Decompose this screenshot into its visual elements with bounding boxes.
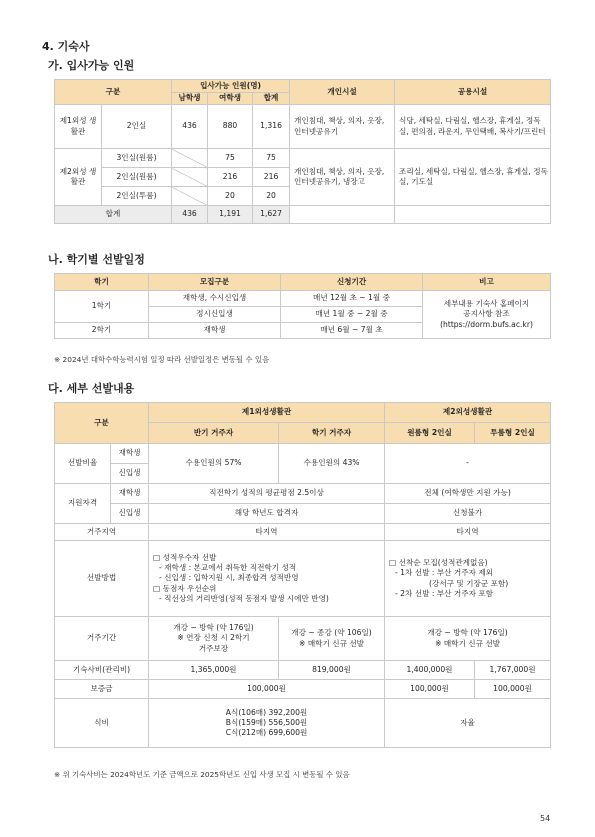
qual-new: 신입생 — [111, 504, 149, 524]
remark-line-1: 세부내용 기숙사 홈페이지 — [443, 299, 530, 309]
ratio-semi: 수용인원의 57% — [149, 444, 279, 484]
dorm1-female: 880 — [208, 105, 253, 149]
ratio-label: 선발비율 — [55, 444, 111, 484]
period-label: 거주기간 — [55, 617, 149, 661]
meal-label: 식비 — [55, 699, 149, 748]
sum-male: 436 — [172, 206, 208, 224]
region-d1: 타지역 — [149, 524, 385, 541]
dorm2-name: 제2외성 생활관 — [55, 149, 102, 206]
qual-d1-current: 직전학기 성적의 평균평점 2.5이상 — [149, 484, 385, 504]
period-sem — [279, 617, 385, 661]
section-title: 4. 기숙사 — [42, 40, 90, 53]
remark-link[interactable]: (https://dorm.bufs.ac.kr) — [440, 319, 533, 329]
meal-a: A식(106매) 392,200원 — [225, 707, 308, 717]
schedule-remark — [423, 291, 551, 339]
header-period: 신청기간 — [281, 274, 423, 291]
dorm2-female-3: 20 — [208, 187, 253, 206]
deposit-label: 보증금 — [55, 680, 149, 699]
fee-sem: 819,000원 — [279, 661, 385, 680]
qual-current: 재학생 — [111, 484, 149, 504]
method-d1-line-2: - 재학생 : 본교에서 취득한 직전학기 성적 — [159, 563, 297, 573]
fee-note: ※ 위 기숙사비는 2024학년도 기준 금액으로 2025학년도 신입 사생 모집 시 변동될 수 있음 — [54, 770, 350, 779]
sum-personal-empty — [290, 206, 395, 224]
method-d2 — [385, 541, 551, 617]
header-dorm1-c: 제1외성생활관 — [149, 403, 385, 423]
meal-b: B식(159매) 556,500원 — [225, 717, 308, 727]
subsection-title-detail: 다. 세부 선발내용 — [48, 382, 135, 395]
header-oneroom: 원룸형 2인실 — [385, 423, 475, 444]
header-capacity: 입사가능 인원(명) — [172, 80, 290, 93]
header-gubun-c: 구분 — [55, 403, 149, 444]
method-d1 — [149, 541, 385, 617]
fee-tworoom: 1,767,000원 — [475, 661, 551, 680]
sum-female: 1,191 — [208, 206, 253, 224]
header-recruit: 모집구분 — [149, 274, 281, 291]
sum-label: 합계 — [55, 206, 172, 224]
method-d2-line-1: □ 선착순 모집(성적관계없음) — [389, 558, 488, 567]
region-label: 거주지역 — [55, 524, 149, 541]
detail-table — [54, 402, 551, 748]
dorm1-personal: 개인침대, 책상, 의자, 옷장, 인터넷공유기 — [290, 105, 395, 149]
remark-line-2: 공지사항 참조 — [463, 309, 510, 319]
period-1: 매년 12월 초 ~ 1월 중 — [281, 291, 423, 307]
dorm1-common: 식당, 세탁실, 다림실, 헬스장, 휴게실, 정독실, 편의점, 라운지, 무인택배, 복사기/프린터 — [395, 105, 551, 149]
ratio-sem: 수용인원의 43% — [279, 444, 385, 484]
header-term: 학기 — [55, 274, 149, 291]
dorm1-male: 436 — [172, 105, 208, 149]
subsection-title-capacity: 가. 입사가능 인원 — [48, 59, 135, 72]
dorm2-type-2: 2인실(원룸) — [102, 168, 172, 187]
period-sem-line-1: 개강 ~ 종강 (약 106일) — [291, 628, 372, 638]
deposit-oneroom: 100,000원 — [385, 680, 475, 699]
recruit-2: 정시신입생 — [149, 307, 281, 323]
header-total: 합계 — [253, 93, 290, 105]
qual-d2-new: 신청불가 — [385, 504, 551, 524]
sum-common-empty — [395, 206, 551, 224]
method-d1-line-5: - 직선상의 거리반영(성적 동점자 발생 시에만 반영) — [159, 593, 329, 603]
dorm2-female-1: 75 — [208, 149, 253, 168]
dorm2-total-2: 216 — [253, 168, 290, 187]
meal-d1 — [149, 699, 385, 748]
dorm2-total-1: 75 — [253, 149, 290, 168]
schedule-note: ※ 2024년 대학수학능력시험 일정 따라 선발일정은 변동될 수 있음 — [54, 355, 270, 364]
qual-d2-current: 전체 (여학생만 지원 가능) — [385, 484, 551, 504]
meal-d2: 자율 — [385, 699, 551, 748]
header-male: 남학생 — [172, 93, 208, 105]
method-d2-line-4: - 2차 선발 : 부산 거주자 포함 — [395, 588, 493, 598]
dorm1-total: 1,316 — [253, 105, 290, 149]
method-d1-line-1: □ 성적우수자 선발 — [153, 552, 217, 562]
term-1: 1학기 — [55, 291, 149, 323]
dorm1-name: 제1외성 생활관 — [55, 105, 102, 149]
subsection-title-schedule: 나. 학기별 선발일정 — [48, 253, 145, 266]
dorm2-type-1: 3인실(원룸) — [102, 149, 172, 168]
header-female: 여학생 — [208, 93, 253, 105]
period-semi-line-1: 개강 ~ 방학 (약 176일) — [173, 623, 254, 633]
dorm2-personal: 개인침대, 책상, 의자, 옷장, 인터넷공유기, 냉장고 — [290, 149, 395, 206]
period-semi — [149, 617, 279, 661]
qual-d1-new: 해당 학년도 합격자 — [149, 504, 385, 524]
header-semi-year: 반기 거주자 — [149, 423, 279, 444]
page-number: 54 — [540, 814, 551, 823]
dorm2-common: 조리실, 세탁실, 다림실, 헬스장, 휴게실, 정독실, 기도실 — [395, 149, 551, 206]
recruit-3: 재학생 — [149, 323, 281, 339]
qual-label: 지원자격 — [55, 484, 111, 524]
period-semi-line-3: 거주보장 — [198, 643, 229, 653]
ratio-current: 재학생 — [111, 444, 149, 464]
capacity-table — [54, 79, 551, 224]
dorm2-male-empty-3 — [172, 187, 208, 206]
dorm2-female-2: 216 — [208, 168, 253, 187]
header-common: 공용시설 — [395, 80, 551, 105]
header-remark: 비고 — [423, 274, 551, 291]
dorm2-type-3: 2인실(투룸) — [102, 187, 172, 206]
period-d2-line-2: ※ 매학기 신규 선발 — [435, 638, 501, 648]
method-label: 선발방법 — [55, 541, 149, 617]
method-d2-line-3: (강서구 및 기장군 포함) — [429, 578, 509, 588]
term-2: 2학기 — [55, 323, 149, 339]
fee-semi: 1,365,000원 — [149, 661, 279, 680]
period-3: 매년 6월 ~ 7월 초 — [281, 323, 423, 339]
fee-label: 기숙사비(관리비) — [55, 661, 149, 680]
dorm2-total-3: 20 — [253, 187, 290, 206]
method-d2-line-2: - 1차 선발 : 부산 거주자 제외 — [395, 568, 493, 578]
fee-oneroom: 1,400,000원 — [385, 661, 475, 680]
deposit-tworoom: 100,000원 — [475, 680, 551, 699]
period-sem-line-2: ※ 매학기 신규 선발 — [299, 638, 364, 648]
region-d2: 타지역 — [385, 524, 551, 541]
header-dorm2-c: 제2외성생활관 — [385, 403, 551, 423]
period-d2-line-1: 개강 ~ 방학 (약 176일) — [427, 628, 508, 638]
ratio-dorm2: - — [385, 444, 551, 484]
method-d1-line-3: - 신입생 : 입학지원 시, 최종합격 성적반영 — [159, 573, 299, 583]
method-d1-line-4: □ 동점자 우선순위 — [153, 583, 217, 593]
period-semi-line-2: ※ 연장 신청 시 2학기 — [177, 633, 250, 643]
schedule-table — [54, 273, 551, 339]
dorm2-male-empty-1 — [172, 149, 208, 168]
period-2: 매년 1월 중 ~ 2월 중 — [281, 307, 423, 323]
sum-total: 1,627 — [253, 206, 290, 224]
header-semester: 학기 거주자 — [279, 423, 385, 444]
recruit-1: 재학생, 수시신입생 — [149, 291, 281, 307]
ratio-new: 신입생 — [111, 464, 149, 484]
header-gubun: 구분 — [55, 80, 172, 105]
deposit-d1: 100,000원 — [149, 680, 385, 699]
dorm1-type: 2인실 — [102, 105, 172, 149]
meal-c: C식(212매) 699,600원 — [225, 728, 308, 738]
period-d2 — [385, 617, 551, 661]
header-tworoom: 투룸형 2인실 — [475, 423, 551, 444]
header-personal: 개인시설 — [290, 80, 395, 105]
dorm2-male-empty-2 — [172, 168, 208, 187]
